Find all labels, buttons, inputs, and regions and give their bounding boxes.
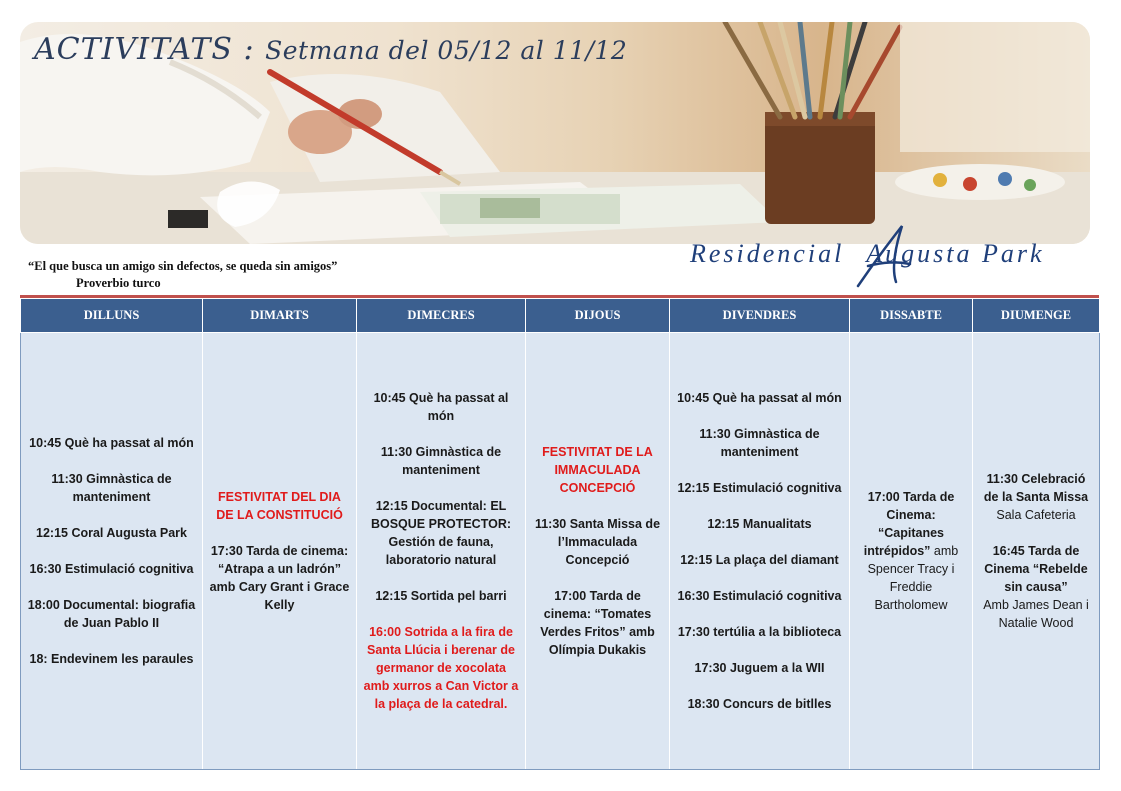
activity-title: 16:45 Tarda de Cinema “Rebelde sin causa” <box>984 544 1088 594</box>
day-header-dimarts: DIMARTS <box>203 299 357 333</box>
activity-item: 16:30 Estimulació cognitiva <box>677 589 842 603</box>
activity-item: 17:30 Juguem a la WII <box>694 661 825 675</box>
residence-logo <box>690 224 1095 290</box>
activity-item: 16:30 Estimulació cognitiva <box>29 562 194 576</box>
day-header-dissabte: DISSABTE <box>850 299 973 333</box>
logo-text <box>690 239 1045 269</box>
activity-detail: Sala Cafeteria <box>996 508 1076 522</box>
activity-item <box>856 488 966 614</box>
activity-item: 12:15 Sortida pel barri <box>375 589 507 603</box>
activity-detail: Amb James Dean i Natalie Wood <box>983 598 1089 630</box>
activity-item: 18: Endevinem les paraules <box>29 652 194 666</box>
holiday-label: FESTIVITAT DEL DIA DE LA CONSTITUCIÓ <box>216 490 343 522</box>
activity-item: 12:15 La plaça del diamant <box>680 553 839 567</box>
day-header-diumenge: DIUMENGE <box>973 299 1100 333</box>
day-header-dijous: DIJOUS <box>526 299 670 333</box>
activity-title: 11:30 Celebració de la Santa Missa <box>983 472 1089 504</box>
quote-text: “El que busca un amigo sin defectos, se queda sin amigos” <box>28 259 338 273</box>
highlighted-activity: 16:00 Sotrida a la fira de Santa Llúcia i berenar de germanor de xocolata amb xurros a Can Victor a la plaça de la catedral. <box>363 625 519 711</box>
activity-item: 10:45 Què ha passat al món <box>677 391 842 405</box>
activity-item: 12:15 Coral Augusta Park <box>36 526 187 540</box>
activity-item: 18:30 Concurs de bitlles <box>687 697 832 711</box>
day-header-dimecres: DIMECRES <box>357 299 526 333</box>
activity-item: 18:00 Documental: biografia de Juan Pablo II <box>27 598 196 630</box>
quote-source: Proverbio turco <box>76 276 161 290</box>
activity-item: 17:00 Tarda de cinema: “Tomates Verdes Fritos” amb Olímpia Dukakis <box>540 589 655 657</box>
activity-item: 17:30 Tarda de cinema: “Atrapa a un ladrón” amb Cary Grant i Grace Kelly <box>209 544 350 612</box>
title-week: Setmana del 05/12 al 11/12 <box>265 36 628 65</box>
day-cell-dimarts <box>203 333 357 770</box>
day-cell-dijous <box>526 333 670 770</box>
activity-item <box>979 542 1093 632</box>
activity-item: 11:30 Gimnàstica de manteniment <box>699 427 820 459</box>
activity-item: 12:15 Estimulació cognitiva <box>677 481 842 495</box>
day-cell-dissabte <box>850 333 973 770</box>
activity-detail: amb Spencer Tracy i Freddie Bartholomew <box>867 544 959 612</box>
logo-text-left: Residencial <box>690 239 845 268</box>
activity-item: 11:30 Gimnàstica de manteniment <box>51 472 172 504</box>
day-cell-divendres <box>670 333 850 770</box>
quote-block <box>28 258 337 292</box>
title-separator: : <box>232 32 266 67</box>
activity-item <box>979 470 1093 524</box>
activity-item: 10:45 Què ha passat al món <box>29 436 194 450</box>
activity-item: 11:30 Gimnàstica de manteniment <box>380 445 502 477</box>
activity-item: 11:30 Santa Missa de l’Immaculada Concepció <box>534 517 661 567</box>
title-main: ACTIVITATS <box>34 32 233 67</box>
day-header-divendres: DIVENDRES <box>670 299 850 333</box>
activity-item: 17:30 tertúlia a la biblioteca <box>677 625 842 639</box>
day-cell-dilluns <box>21 333 203 770</box>
activity-title: 17:00 Tarda de Cinema: “Capitanes intrépidos” <box>863 490 955 558</box>
day-header-dilluns: DILLUNS <box>21 299 203 333</box>
header-banner <box>20 22 1090 244</box>
day-header-row <box>21 299 1100 333</box>
day-cell-dimecres <box>357 333 526 770</box>
activities-row <box>21 333 1100 770</box>
holiday-label: FESTIVITAT DE LA IMMACULADA CONCEPCIÓ <box>542 445 653 495</box>
activity-item: 12:15 Documental: EL BOSQUE PROTECTOR: Gestión de fauna, laboratorio natural <box>370 499 512 567</box>
day-cell-diumenge <box>973 333 1100 770</box>
banner-title <box>34 32 627 67</box>
activity-item: 12:15 Manualitats <box>707 517 812 531</box>
weekly-schedule-table <box>20 298 1100 770</box>
activity-item: 10:45 Què ha passat al món <box>373 391 509 423</box>
logo-text-right: Augusta Park <box>866 239 1045 268</box>
